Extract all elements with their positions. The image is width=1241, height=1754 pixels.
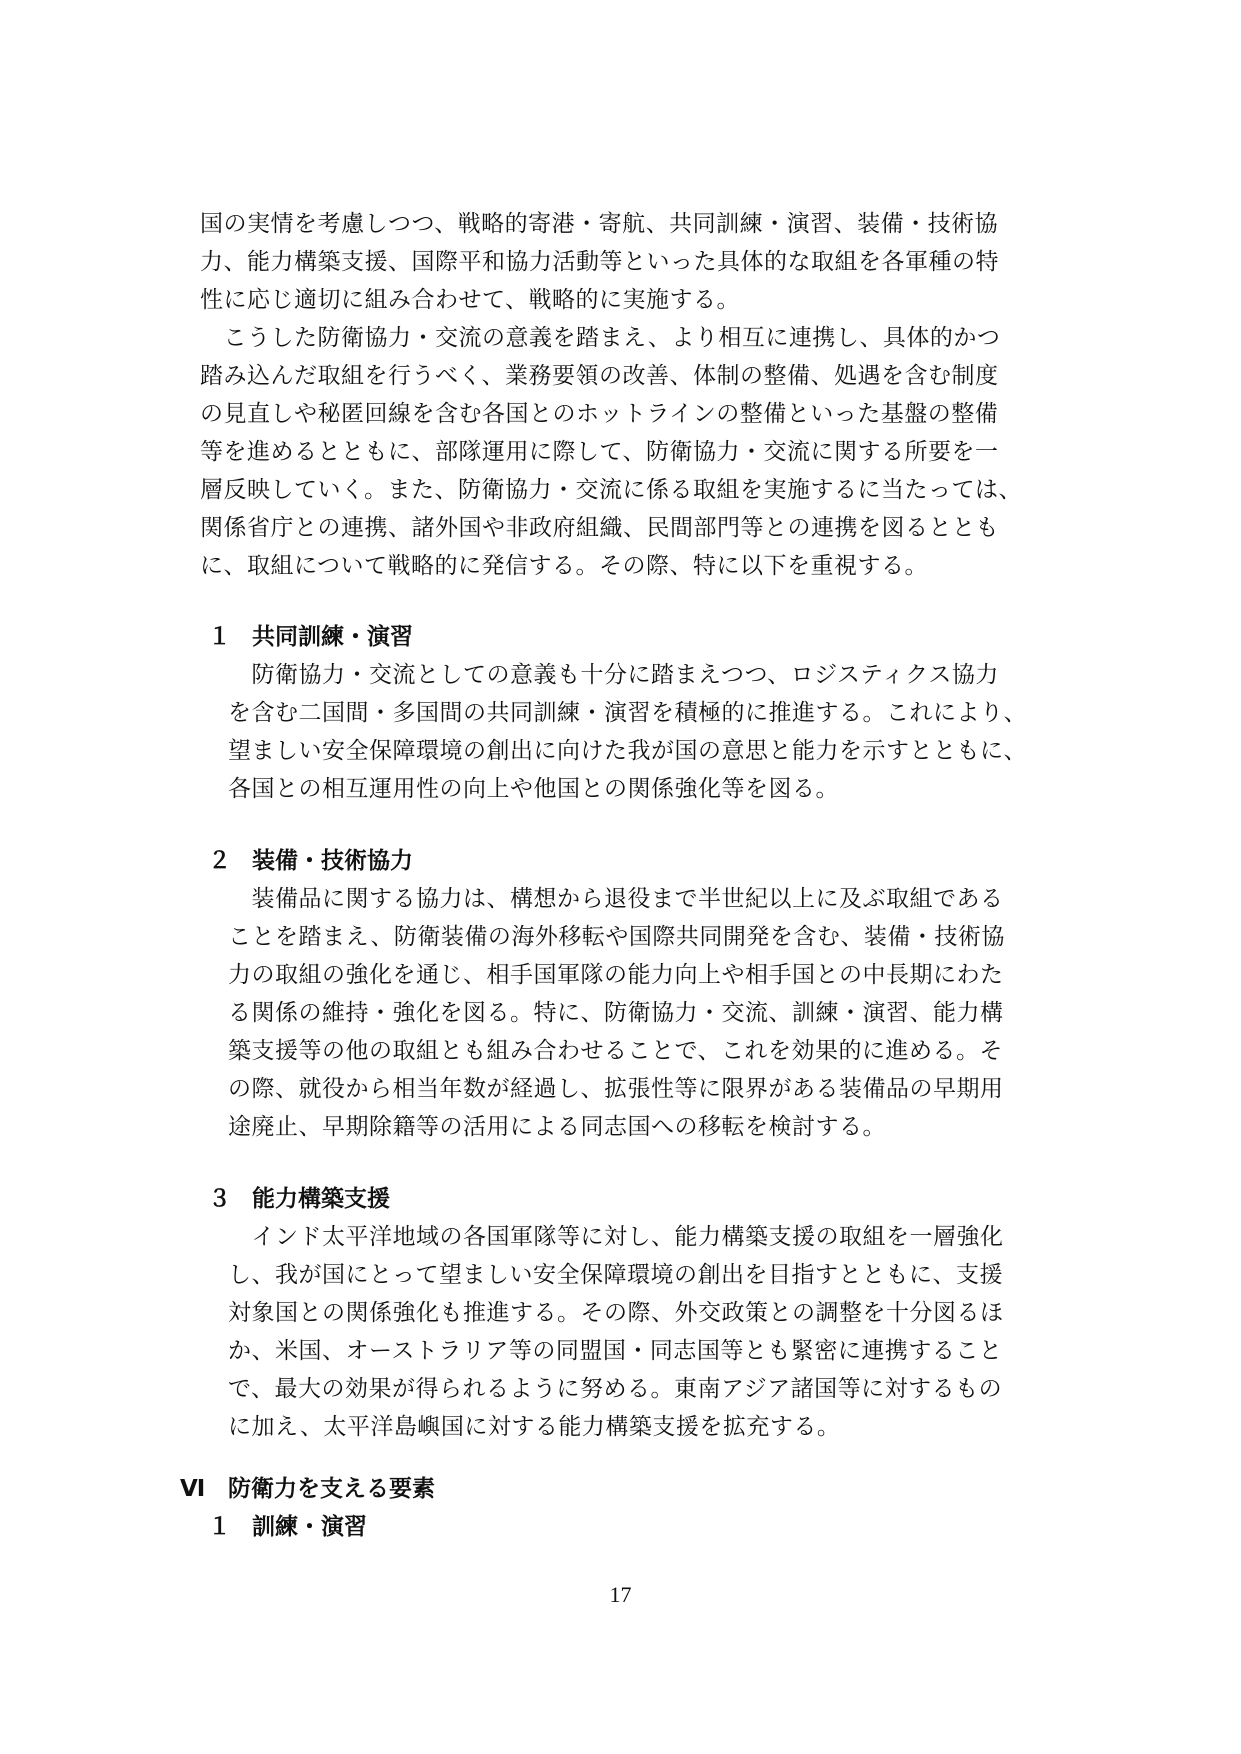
text-line: 力の取組の強化を通じ、相手国軍隊の能力向上や相手国との中長期にわた [228, 962, 1004, 988]
chapter-number: Ⅵ [180, 1476, 206, 1502]
section-title: 能力構築支援 [252, 1186, 390, 1212]
page-number: 17 [609, 1582, 632, 1607]
text-line: ことを踏まえ、防衛装備の海外移転や国際共同開発を含む、装備・技術協 [228, 924, 1005, 950]
text-line: 各国との相互運用性の向上や他国との関係強化等を図る。 [228, 776, 839, 802]
text-line: 等を進めるとともに、部隊運用に際して、防衛協力・交流に関する所要を一 [200, 439, 999, 465]
text-line: の際、就役から相当年数が経過し、拡張性等に限界がある装備品の早期用 [228, 1076, 1004, 1102]
section-heading-1 [208, 620, 413, 654]
text-line: か、米国、オーストラリア等の同盟国・同志国等とも緊密に連携すること [228, 1338, 1003, 1364]
text-line: の見直しや秘匿回線を含む各国とのホットラインの整備といった基盤の整備 [200, 401, 999, 427]
chapter-heading [180, 1472, 435, 1506]
text-line: を含む二国間・多国間の共同訓練・演習を積極的に推進する。これにより、 [228, 700, 1027, 726]
section-heading-3 [208, 1182, 390, 1216]
text-line: 踏み込んだ取組を行うべく、業務要領の改善、体制の整備、処遇を含む制度 [200, 363, 999, 389]
text-line: に、取組について戦略的に発信する。その際、特に以下を重視する。 [200, 553, 929, 579]
text-line: こうした防衛協力・交流の意義を踏まえ、より相互に連携し、具体的かつ [200, 325, 1001, 351]
section-title: 共同訓練・演習 [252, 624, 413, 650]
text-line: に加え、太平洋島嶼国に対する能力構築支援を拡充する。 [228, 1414, 841, 1440]
text-line: る関係の維持・強化を図る。特に、防衛協力・交流、訓練・演習、能力構 [228, 1000, 1004, 1026]
text-line: インド太平洋地域の各国軍隊等に対し、能力構築支援の取組を一層強化 [228, 1224, 1004, 1250]
section-title: 装備・技術協力 [252, 848, 413, 874]
text-line: で、最大の効果が得られるように努める。東南アジア諸国等に対するもの [228, 1376, 1003, 1402]
text-line: 層反映していく。また、防衛協力・交流に係る取組を実施するに当たっては、 [200, 477, 1023, 503]
text-line: 途廃止、早期除籍等の活用による同志国への移転を検討する。 [228, 1114, 886, 1140]
subsection-number: １ [208, 1514, 231, 1540]
section-number: １ [208, 624, 231, 650]
subsection-title: 訓練・演習 [252, 1514, 367, 1540]
chapter-title: 防衛力を支える要素 [228, 1476, 435, 1502]
text-line: 国の実情を考慮しつつ、戦略的寄港・寄航、共同訓練・演習、装備・技術協 [200, 211, 999, 237]
text-line: 築支援等の他の取組とも組み合わせることで、これを効果的に進める。そ [228, 1038, 1004, 1064]
section-number: ３ [208, 1186, 231, 1212]
text-line: 装備品に関する協力は、構想から退役まで半世紀以上に及ぶ取組である [228, 886, 1004, 912]
text-line: し、我が国にとって望ましい安全保障環境の創出を目指すとともに、支援 [228, 1262, 1004, 1288]
section-number: ２ [208, 848, 231, 874]
text-line: 望ましい安全保障環境の創出に向けた我が国の意思と能力を示すとともに、 [228, 738, 1027, 764]
text-line: 関係省庁との連携、諸外国や非政府組織、民間部門等との連携を図るととも [200, 515, 999, 541]
subsection-heading [208, 1510, 367, 1544]
text-line: 対象国との関係強化も推進する。その際、外交政策との調整を十分図るほ [228, 1300, 1004, 1326]
section-heading-2 [208, 844, 413, 878]
text-line: 性に応じ適切に組み合わせて、戦略的に実施する。 [200, 287, 741, 313]
text-line: 防衛協力・交流としての意義も十分に踏まえつつ、ロジスティクス協力 [228, 662, 999, 688]
text-line: 力、能力構築支援、国際平和協力活動等といった具体的な取組を各軍種の特 [200, 249, 999, 275]
